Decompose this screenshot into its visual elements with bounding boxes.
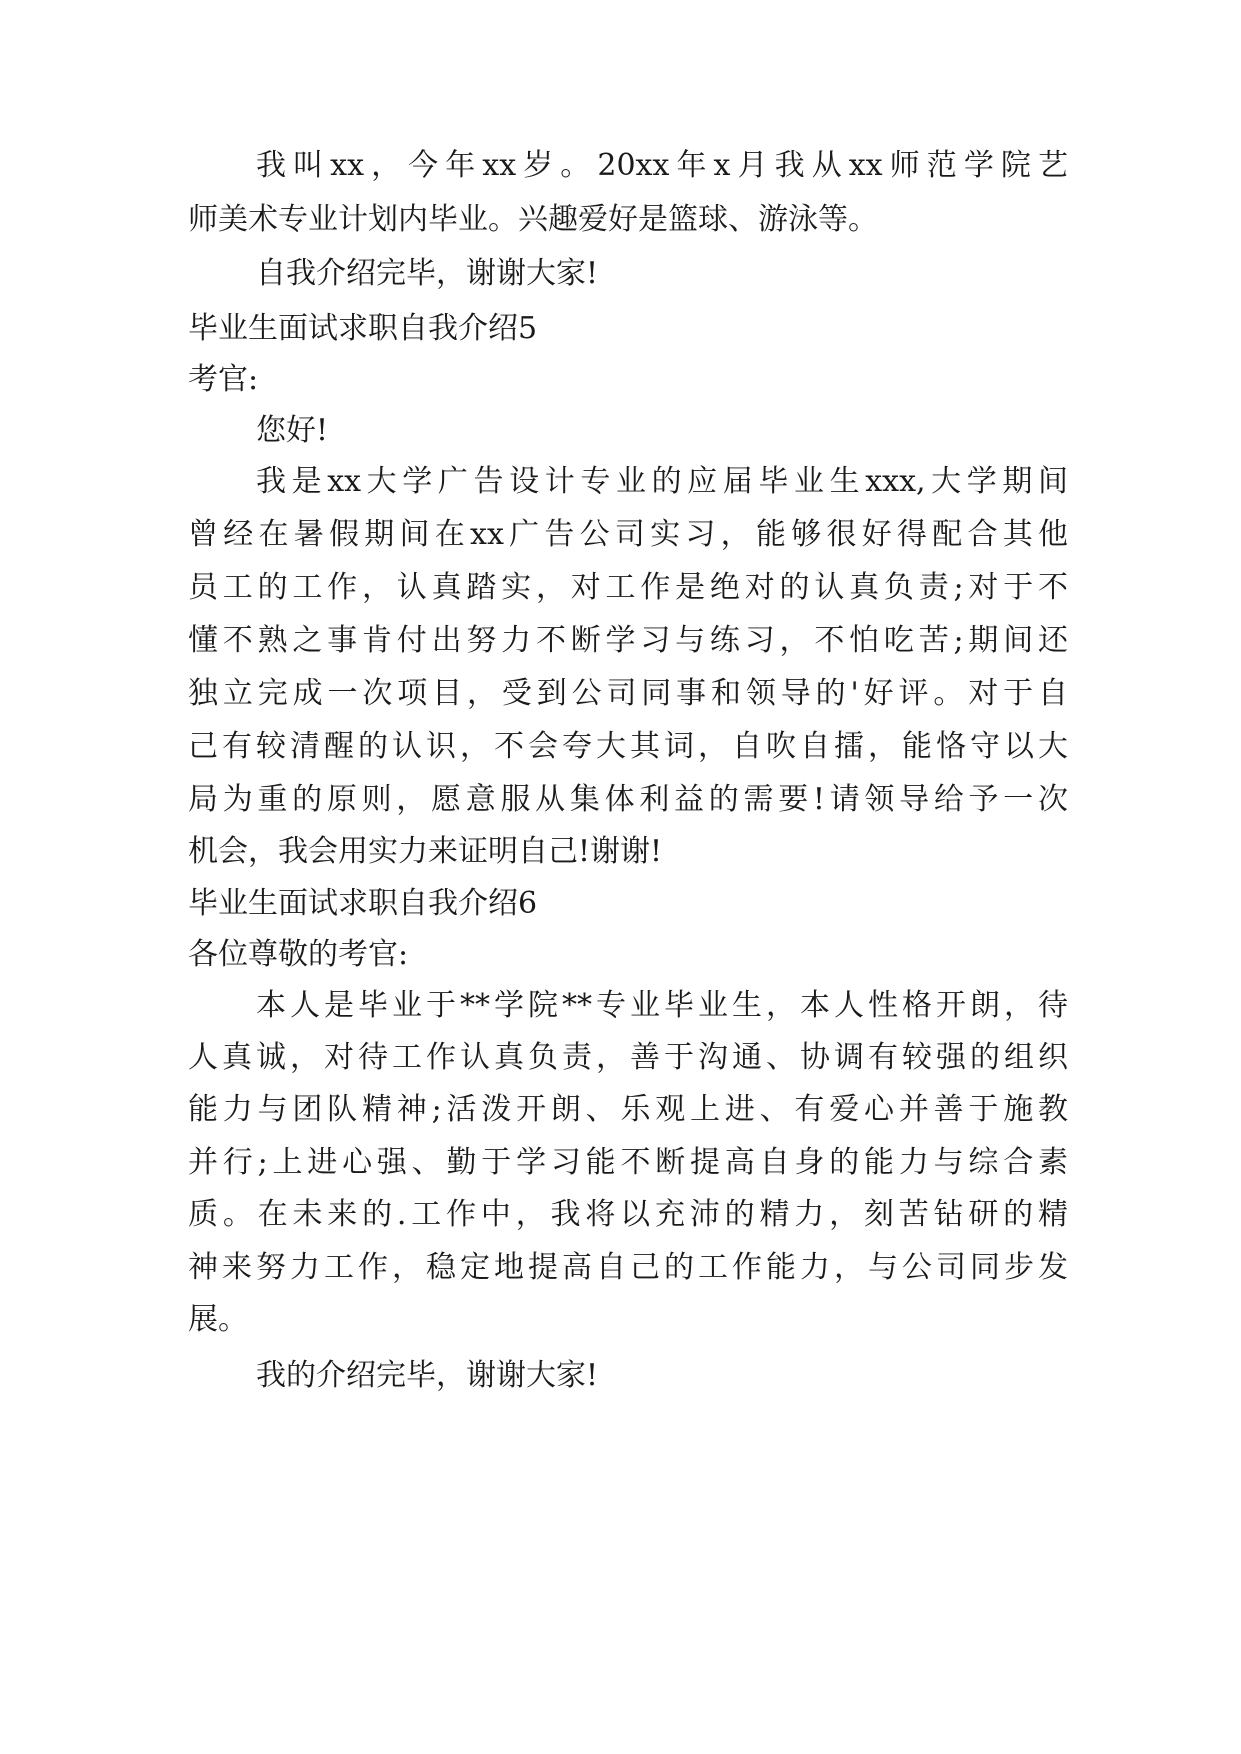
paragraph-line: 曾经在暑假期间在xx广告公司实习，能够很好得配合其他 <box>188 517 1068 552</box>
paragraph-line: 懂不熟之事肯付出努力不断学习与练习，不怕吃苦;期间还 <box>188 623 1068 658</box>
paragraph-line: 质。在未来的.工作中，我将以充沛的精力，刻苦钻研的精 <box>188 1197 1068 1232</box>
paragraph-line: 人真诚，对待工作认真负责，善于沟通、协调有较强的组织 <box>188 1040 1068 1075</box>
paragraph-line: 本人是毕业于**学院**专业毕业生，本人性格开朗，待 <box>256 988 1068 1023</box>
closing-line: 我的介绍完毕，谢谢大家! <box>256 1358 599 1393</box>
paragraph-line: 独立完成一次项目，受到公司同事和领导的'好评。对于自 <box>188 676 1068 711</box>
paragraph-line: 我叫xx，今年xx岁。20xx年x月我从xx师范学院艺 <box>256 148 1068 183</box>
paragraph-line: 我是xx大学广告设计专业的应届毕业生xxx,大学期间 <box>256 464 1068 499</box>
paragraph-line: 师美术专业计划内毕业。兴趣爱好是篮球、游泳等。 <box>188 202 878 237</box>
paragraph-line: 机会，我会用实力来证明自己!谢谢! <box>188 834 663 869</box>
paragraph-line: 神来努力工作，稳定地提高自己的工作能力，与公司同步发 <box>188 1250 1068 1285</box>
paragraph-line: 员工的工作，认真踏实，对工作是绝对的认真负责;对于不 <box>188 570 1068 605</box>
greeting: 您好! <box>256 413 329 448</box>
paragraph-line: 局为重的原则，愿意服从集体利益的需要!请领导给予一次 <box>188 782 1068 817</box>
closing-line: 自我介绍完毕，谢谢大家! <box>256 256 599 291</box>
paragraph-line: 己有较清醒的认识，不会夸大其词，自吹自擂，能恪守以大 <box>188 729 1068 764</box>
salutation: 考官: <box>188 362 259 397</box>
paragraph-line: 展。 <box>188 1302 248 1337</box>
salutation: 各位尊敬的考官: <box>188 937 409 972</box>
paragraph-line: 并行;上进心强、勤于学习能不断提高自身的能力与综合素 <box>188 1145 1068 1180</box>
section-heading: 毕业生面试求职自我介绍5 <box>188 311 538 346</box>
paragraph-line: 能力与团队精神;活泼开朗、乐观上进、有爱心并善于施教 <box>188 1092 1068 1127</box>
section-heading: 毕业生面试求职自我介绍6 <box>188 886 538 921</box>
